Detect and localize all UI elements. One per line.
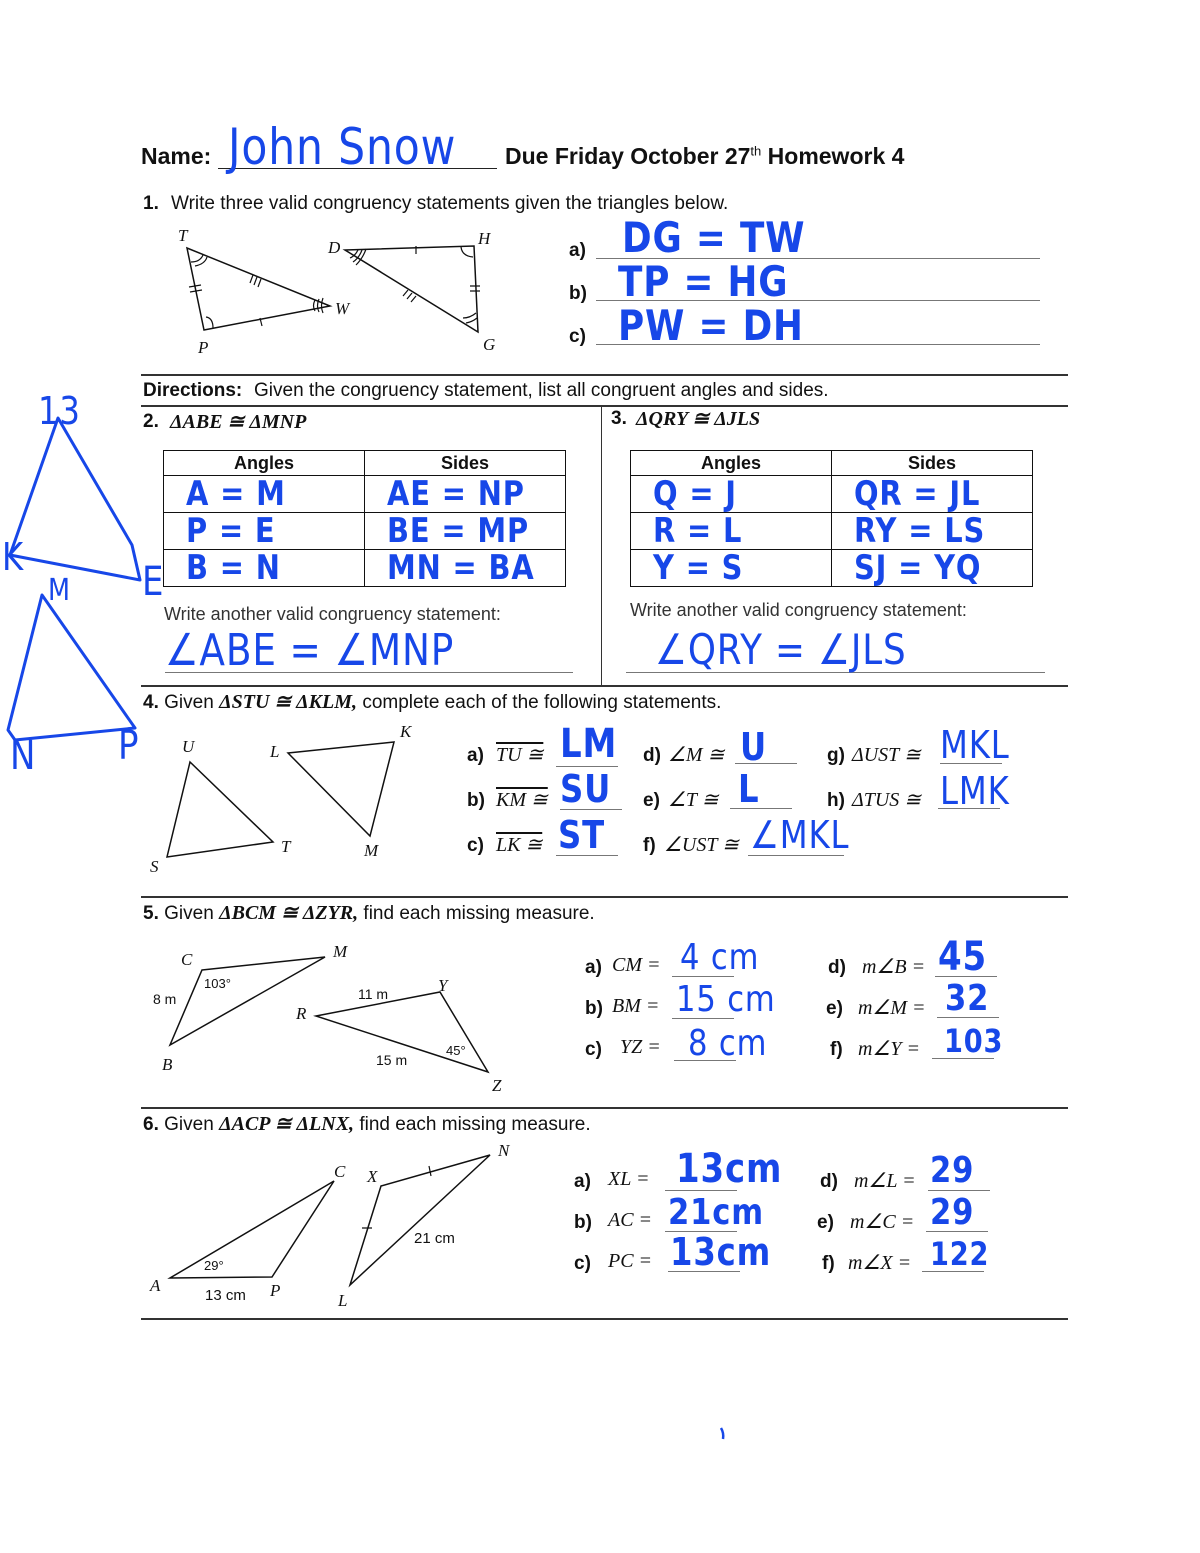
item-label: f) (643, 835, 656, 856)
measure-label: 11 m (358, 986, 389, 1002)
item-label: e) (643, 790, 660, 811)
vertex-label: N (498, 1141, 510, 1160)
item-answer[interactable]: 13cm (670, 1230, 772, 1274)
item-answer[interactable]: 4 cm (680, 937, 760, 978)
item-answer[interactable]: LMK (940, 769, 1010, 813)
q4-prompt (143, 689, 721, 714)
q2-another-prompt: Write another valid congruency statement: (164, 604, 501, 624)
q2-statement: ΔABE ≅ ΔMNP (170, 411, 307, 433)
item-label: c) (574, 1253, 591, 1274)
divider (141, 1107, 1068, 1109)
triangle-dhg (345, 246, 478, 332)
side-cell[interactable] (832, 550, 1033, 587)
item-label: a) (574, 1171, 591, 1192)
vertex-label: P (270, 1281, 281, 1300)
table-row (164, 550, 566, 587)
measure-label: 29° (204, 1258, 224, 1273)
column-divider (601, 406, 602, 686)
vertex-label: M (333, 942, 348, 961)
item-answer[interactable]: 122 (930, 1235, 990, 1273)
angle-cell[interactable] (164, 476, 365, 513)
item-expression: PC = (608, 1250, 653, 1272)
item-expression: m∠C = (850, 1211, 915, 1233)
angle-cell[interactable] (631, 550, 832, 587)
col-header-sides: Sides (365, 451, 566, 476)
item-answer[interactable]: 8 cm (688, 1023, 768, 1064)
item-answer[interactable]: 13cm (676, 1146, 783, 1192)
table-row (631, 550, 1033, 587)
item-expression: CM = (612, 954, 661, 976)
item-expression: AC = (608, 1209, 653, 1231)
handwritten-answer: MN = BA (387, 548, 535, 588)
table-row (164, 513, 566, 550)
divider (141, 1318, 1068, 1320)
due-date: Due Friday October 27 (505, 143, 751, 169)
angle-cell[interactable] (164, 513, 365, 550)
vertex-label: T (281, 837, 291, 856)
q6-statement: ΔACP ≅ ΔLNX, (219, 1113, 355, 1135)
vertex-label: K (400, 722, 412, 741)
directions-text: Given the congruency statement, list all congruent angles and sides. (254, 380, 829, 401)
measure-label: 103° (204, 976, 231, 991)
item-answer[interactable]: MKL (940, 723, 1010, 767)
triangle-stu (167, 762, 273, 857)
directions-label: Directions: (143, 380, 243, 401)
margin-label: P (118, 723, 140, 769)
item-label: d) (828, 957, 846, 978)
vertex-label: Z (492, 1076, 502, 1095)
measure-label: 21 cm (414, 1230, 455, 1247)
item-label: b) (585, 998, 603, 1019)
side-cell[interactable] (365, 513, 566, 550)
item-label: e) (826, 998, 843, 1019)
handwritten-answer: B = N (186, 548, 281, 588)
margin-label: E (142, 559, 165, 605)
item-answer[interactable]: 29 (930, 1192, 975, 1233)
q3-number: 3. (611, 408, 627, 429)
item-label: b) (467, 790, 485, 811)
homework-title: Homework 4 (767, 143, 905, 169)
handwritten-answer: A = M (186, 474, 286, 514)
vertex-label: P (198, 338, 209, 357)
item-answer[interactable]: ∠MKL (750, 813, 850, 857)
handwritten-answer: RY = LS (854, 511, 986, 551)
margin-triangle-top (10, 418, 140, 580)
item-answer[interactable]: 21cm (668, 1192, 765, 1233)
item-label: a) (467, 745, 484, 766)
item-expression: ΔTUS ≅ (852, 789, 922, 811)
vertex-label: L (338, 1291, 348, 1310)
student-name[interactable]: John Snow (228, 118, 457, 176)
q2-number: 2. (143, 411, 159, 432)
vertex-label: S (150, 857, 159, 876)
table-row (631, 476, 1033, 513)
handwritten-answer: Q = J (653, 474, 737, 514)
item-label: c) (585, 1039, 602, 1060)
handwritten-answer: R = L (653, 511, 743, 551)
vertex-label: D (328, 238, 341, 257)
q6-number: 6. (143, 1114, 159, 1135)
vertex-label: C (334, 1162, 346, 1181)
vertex-label: U (182, 737, 195, 756)
item-expression: BM = (612, 995, 660, 1017)
item-answer[interactable]: 32 (945, 978, 990, 1019)
margin-label: 13 (38, 389, 81, 433)
handwritten-answer: BE = MP (387, 511, 530, 551)
item-label: f) (830, 1039, 843, 1060)
divider (141, 685, 1068, 687)
item-expression: m∠X = (848, 1252, 912, 1274)
q6-prompt (143, 1111, 591, 1136)
q1-prompt: Write three valid congruency statements given the triangles below. (171, 193, 729, 214)
vertex-label: T (178, 226, 188, 245)
item-expression: YZ = (620, 1036, 661, 1058)
q1-number: 1. (143, 193, 159, 214)
item-answer[interactable]: 15 cm (676, 979, 776, 1020)
item-label: d) (643, 745, 661, 766)
vertex-label: R (296, 1004, 307, 1023)
name-label: Name: (141, 143, 212, 169)
vertex-label: C (181, 950, 193, 969)
item-expression: LK ≅ (496, 834, 543, 856)
item-expression: m∠L = (854, 1170, 916, 1192)
item-label: h) (827, 790, 845, 811)
vertex-label: M (364, 841, 379, 860)
q5-prompt-pre: Given (164, 903, 214, 924)
angle-marks (191, 247, 477, 328)
item-label: c) (467, 835, 484, 856)
side-cell[interactable] (832, 476, 1033, 513)
q1-c-answer[interactable]: PW = DH (618, 301, 804, 350)
q4-number: 4. (143, 692, 159, 713)
handwritten-answer: P = E (186, 511, 276, 551)
due-sup: th (750, 143, 762, 159)
item-answer[interactable]: U (740, 725, 768, 769)
item-answer[interactable]: ST (558, 813, 606, 857)
divider (141, 896, 1068, 898)
margin-label: K (2, 535, 25, 579)
handwritten-answer: SJ = YQ (854, 548, 982, 588)
item-label: a) (585, 957, 602, 978)
q2-another-answer[interactable]: ∠ABE = ∠MNP (165, 625, 455, 676)
triangle-klm (288, 742, 394, 836)
q3-statement: ΔQRY ≅ ΔJLS (636, 408, 761, 430)
angle-cell[interactable] (631, 513, 832, 550)
measure-label: 45° (446, 1043, 466, 1058)
vertex-label: H (478, 229, 491, 248)
q5-number: 5. (143, 903, 159, 924)
item-expression: KM ≅ (496, 789, 548, 811)
q1-c-label: c) (569, 326, 586, 347)
vertex-label: B (162, 1055, 173, 1074)
item-answer[interactable]: LM (560, 721, 618, 767)
item-answer[interactable]: 103 (944, 1022, 1004, 1060)
item-answer[interactable]: 45 (938, 934, 988, 980)
col-header-sides: Sides (832, 451, 1033, 476)
margin-label: M (48, 573, 71, 608)
item-label: d) (820, 1171, 838, 1192)
table-row (631, 513, 1033, 550)
q2-table (163, 450, 566, 587)
item-label: g) (827, 745, 845, 766)
vertex-label: L (270, 742, 280, 761)
side-cell[interactable] (365, 550, 566, 587)
item-expression: ∠UST ≅ (664, 834, 739, 856)
item-label: b) (574, 1212, 592, 1233)
item-expression: ∠M ≅ (668, 744, 725, 766)
triangle-bcm (170, 957, 325, 1045)
item-expression: XL = (608, 1168, 650, 1190)
item-label: f) (822, 1253, 835, 1274)
vertex-label: Y (438, 976, 448, 995)
item-expression: ∠T ≅ (668, 789, 719, 811)
margin-triangle-bottom (8, 595, 135, 740)
q3-another-prompt: Write another valid congruency statement: (630, 600, 967, 620)
margin-label: N (10, 733, 37, 779)
col-header-angles: Angles (164, 451, 365, 476)
side-cell[interactable] (365, 476, 566, 513)
handwritten-answer: Y = S (653, 548, 744, 588)
vertex-label: G (483, 335, 496, 354)
q1-a-label: a) (569, 240, 586, 261)
q1-b-answer[interactable]: TP = HG (618, 257, 789, 306)
item-expression: TU ≅ (496, 744, 544, 766)
stray-ink-mark (721, 1428, 723, 1439)
item-answer[interactable]: SU (560, 767, 612, 811)
triangle-acp (170, 1181, 334, 1278)
item-label: e) (817, 1212, 834, 1233)
q5-prompt-post: find each missing measure. (363, 903, 595, 924)
q5-prompt (143, 900, 595, 925)
handwritten-answer: QR = JL (854, 474, 981, 514)
vertex-label: W (335, 299, 350, 318)
handwritten-answer: AE = NP (387, 474, 525, 514)
measure-label: 13 cm (205, 1287, 246, 1304)
divider (141, 405, 1068, 407)
item-expression: m∠Y = (858, 1038, 920, 1060)
q1-a-answer[interactable]: DG = TW (622, 213, 806, 262)
vertex-label: X (367, 1167, 378, 1186)
angle-cell[interactable] (164, 550, 365, 587)
divider (141, 374, 1068, 376)
side-cell[interactable] (832, 513, 1033, 550)
q1-b-label: b) (569, 283, 587, 304)
vertex-label: A (150, 1276, 161, 1295)
table-row (164, 476, 566, 513)
item-answer[interactable]: 29 (930, 1150, 975, 1191)
q6-prompt-post: find each missing measure. (359, 1114, 591, 1135)
col-header-angles: Angles (631, 451, 832, 476)
q4-statement: ΔSTU ≅ ΔKLM, (219, 691, 358, 713)
item-expression: ΔUST ≅ (852, 744, 921, 766)
q4-prompt-pre: Given (164, 692, 214, 713)
q3-table (630, 450, 1033, 587)
measure-label: 8 m (153, 991, 177, 1007)
item-expression: m∠M = (858, 997, 926, 1019)
q5-statement: ΔBCM ≅ ΔZYR, (219, 902, 359, 924)
measure-label: 15 m (376, 1052, 408, 1068)
q3-another-answer[interactable]: ∠QRY = ∠JLS (655, 625, 907, 674)
item-expression: m∠B = (862, 956, 926, 978)
angle-cell[interactable] (631, 476, 832, 513)
q4-prompt-post: complete each of the following statements. (362, 692, 722, 713)
item-answer[interactable]: L (738, 767, 760, 811)
q6-prompt-pre: Given (164, 1114, 214, 1135)
